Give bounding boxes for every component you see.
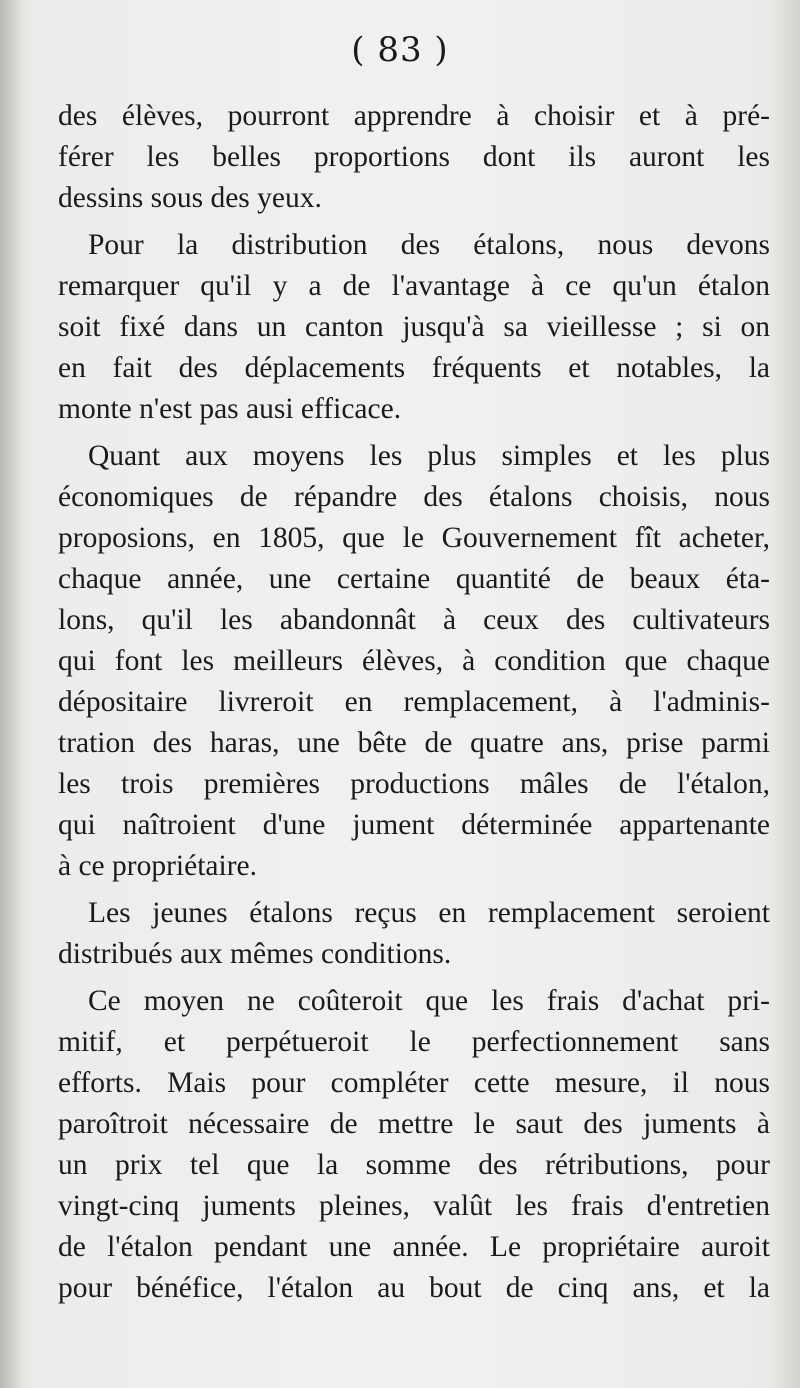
text-line: qui naîtroient d'une jument déterminée appartenante [58, 809, 770, 841]
text-line: Les jeunes étalons reçus en remplacement seroient [88, 897, 770, 929]
text-line: dépositaire livreroit en remplacement, à l'adminis- [58, 686, 770, 718]
page-body-text [58, 96, 770, 1309]
text-line: lons, qu'il les abandonnât à ceux des cultivateurs [58, 604, 770, 636]
paragraph [58, 436, 770, 887]
text-line: proposions, en 1805, que le Gouvernement fît acheter, [58, 522, 770, 554]
text-line: tration des haras, une bête de quatre ans, prise parmi [58, 727, 770, 759]
text-line: des élèves, pourront apprendre à choisir et à pré- [58, 100, 770, 132]
paragraph [58, 981, 770, 1309]
text-line: qui font les meilleurs élèves, à condition que chaque [58, 645, 770, 677]
text-line: un prix tel que la somme des rétributions, pour [58, 1149, 770, 1181]
text-line: à ce propriétaire. [58, 850, 257, 882]
page-number: ( 83 ) [351, 30, 449, 70]
text-line: mitif, et perpétueroit le perfectionnement sans [58, 1026, 770, 1058]
text-line: vingt-cinq juments pleines, valût les frais d'entretien [58, 1190, 770, 1222]
paragraph [58, 225, 770, 430]
text-line: en fait des déplacements fréquents et notables, la [58, 352, 770, 384]
text-line: les trois premières productions mâles de l'étalon, [58, 768, 770, 800]
text-line: férer les belles proportions dont ils auront les [58, 141, 770, 173]
text-line: économiques de répandre des étalons choisis, nous [58, 481, 770, 513]
text-line: dessins sous des yeux. [58, 182, 322, 214]
text-line: pour bénéfice, l'étalon au bout de cinq ans, et la [58, 1272, 770, 1304]
paragraph [58, 893, 770, 975]
text-line: Quant aux moyens les plus simples et les plus [88, 440, 770, 472]
page-gutter-shadow [0, 0, 20, 1388]
text-line: paroîtroit nécessaire de mettre le saut des juments à [58, 1108, 770, 1140]
text-line: distribués aux mêmes conditions. [58, 938, 452, 970]
text-line: monte n'est pas ausi efficace. [58, 393, 402, 425]
text-line: chaque année, une certaine quantité de beaux éta- [58, 563, 770, 595]
paragraph [58, 96, 770, 219]
text-line: soit fixé dans un canton jusqu'à sa vieillesse ; si on [58, 311, 770, 343]
text-line: de l'étalon pendant une année. Le propriétaire auroit [58, 1231, 770, 1263]
text-line: Pour la distribution des étalons, nous devons [88, 229, 770, 261]
text-line: efforts. Mais pour compléter cette mesure, il nous [58, 1067, 770, 1099]
text-line: remarquer qu'il y a de l'avantage à ce qu'un étalon [58, 270, 770, 302]
text-line: Ce moyen ne coûteroit que les frais d'achat pri- [88, 985, 770, 1017]
